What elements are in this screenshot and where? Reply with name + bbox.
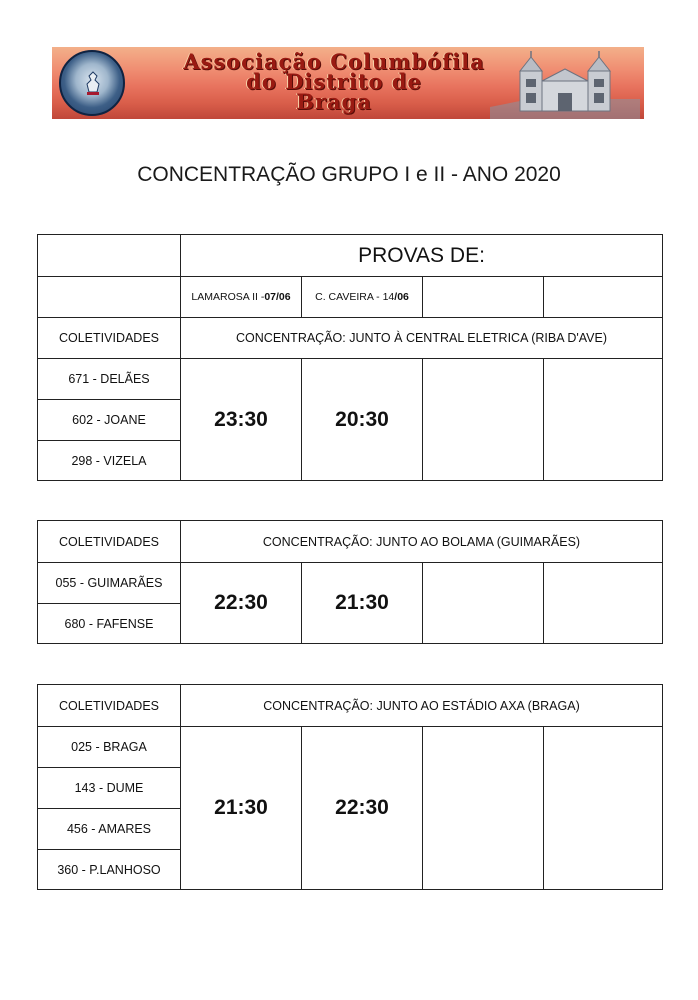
club-row: 298 - VIZELA [38, 440, 180, 480]
schedule-table-group-1 [37, 234, 663, 481]
club-row: 360 - P.LANHOSO [38, 849, 180, 889]
time-race-2: 20:30 [301, 358, 422, 480]
coletividades-label: COLETIVIDADES [58, 698, 160, 713]
club-row: 671 - DELÃES [38, 358, 180, 399]
time-race-4 [543, 562, 662, 643]
page-title: CONCENTRAÇÃO GRUPO I e II - ANO 2020 [137, 163, 561, 186]
club-row: 680 - FAFENSE [38, 603, 180, 643]
race-2-name: C. CAVEIRA - 14 [315, 291, 395, 303]
race-header-1 [180, 276, 301, 317]
banner-title-line-3: Braga [296, 89, 372, 114]
concentration-location: CONCENTRAÇÃO: JUNTO À CENTRAL ELETRICA (RIBA D'AVE) [180, 317, 662, 358]
club-row: 025 - BRAGA [38, 726, 180, 767]
time-race-1: 21:30 [180, 726, 301, 889]
race-header-2 [301, 276, 422, 317]
time-race-1: 23:30 [180, 358, 301, 480]
time-race-4 [543, 726, 662, 889]
schedule-table-group-2 [37, 520, 663, 644]
race-2-date: /06 [394, 291, 409, 303]
club-row: 055 - GUIMARÃES [38, 562, 180, 603]
club-row: 456 - AMARES [38, 808, 180, 849]
race-header-3 [422, 276, 543, 317]
association-crest-icon [59, 50, 125, 116]
club-row: 143 - DUME [38, 767, 180, 808]
time-race-3 [422, 562, 543, 643]
banner-title-line-1: Associação Columbófila [183, 49, 485, 74]
time-race-3 [422, 358, 543, 480]
race-empty-cell [38, 276, 180, 317]
time-race-4 [543, 358, 662, 480]
concentration-location: CONCENTRAÇÃO: JUNTO AO BOLAMA (GUIMARÃES) [180, 521, 662, 562]
banner-title [134, 49, 534, 119]
church-building-icon [490, 49, 640, 119]
header-empty-cell [38, 235, 180, 276]
time-race-3 [422, 726, 543, 889]
time-race-1: 22:30 [180, 562, 301, 643]
race-header-4 [543, 276, 662, 317]
club-row: 602 - JOANE [38, 399, 180, 440]
banner-title-line-2: do Distrito de [246, 69, 422, 94]
race-1-date: 07/06 [264, 291, 291, 303]
schedule-table-group-3 [37, 684, 663, 890]
association-banner [52, 47, 644, 119]
coletividades-label: COLETIVIDADES [58, 534, 160, 549]
concentration-location: CONCENTRAÇÃO: JUNTO AO ESTÁDIO AXA (BRAGA) [180, 685, 662, 726]
pigeon-icon [81, 70, 105, 96]
race-1-name: LAMAROSA II - [191, 291, 265, 303]
provas-header: PROVAS DE: [180, 235, 662, 276]
time-race-2: 22:30 [301, 726, 422, 889]
coletividades-label: COLETIVIDADES [38, 317, 180, 358]
time-race-2: 21:30 [301, 562, 422, 643]
